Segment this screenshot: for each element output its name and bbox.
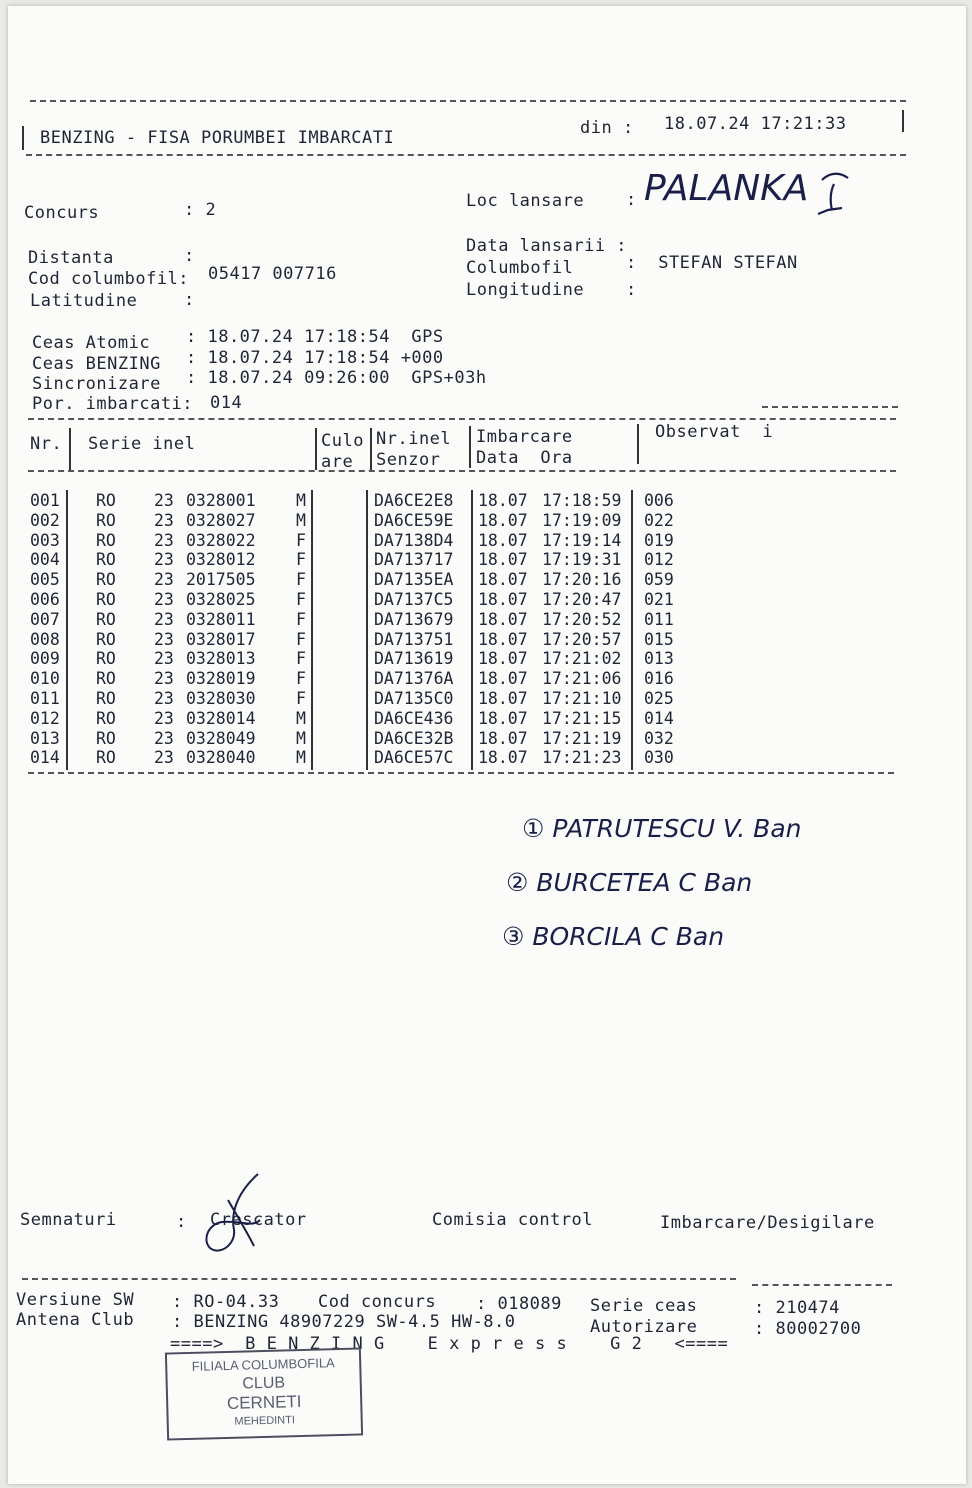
row-year: 23 [154, 708, 174, 728]
row-sensor: DA713751 [374, 629, 454, 649]
columbofil-label: Columbofil [466, 258, 574, 278]
row-time: 17:20:47 [542, 590, 622, 609]
concurs-label: Concurs [24, 203, 100, 223]
row-nr: 001 [30, 491, 60, 510]
row-ring-number: 0328030 [186, 689, 256, 708]
stamp-line-2: CLUB [242, 1374, 286, 1393]
row-time: 17:21:15 [542, 708, 622, 728]
row-year: 23 [154, 530, 174, 550]
cod-columbofil-label: Cod columbofil: [28, 269, 190, 289]
col-header-senzor: Senzor [376, 450, 441, 470]
row-sex: F [296, 629, 306, 649]
row-sex: M [296, 728, 306, 748]
data-lansarii-label: Data lansarii : [466, 236, 628, 256]
columbofil-value: : STEFAN STEFAN [626, 253, 798, 273]
row-date: 18.07 [478, 689, 528, 708]
loc-lansare-handwritten: PALANKA [644, 168, 809, 209]
imbarcare-desigilare-label: Imbarcare/Desigilare [660, 1213, 875, 1233]
row-ring-number: 0328019 [186, 669, 256, 689]
row-observation: 059 [644, 570, 674, 590]
row-sex: F [296, 649, 306, 669]
col-header-culoare-2: are [321, 452, 354, 472]
column-separator [631, 490, 633, 770]
print-datetime: 18.07.24 17:21:33 [664, 114, 847, 134]
row-nr: 005 [30, 570, 60, 590]
row-ring-number: 0328013 [186, 649, 256, 669]
row-ring-number: 0328017 [186, 629, 256, 649]
column-separator [471, 490, 473, 770]
row-nr: 006 [30, 590, 60, 609]
row-time: 17:21:06 [542, 669, 622, 689]
distanta-label: Distanta [28, 248, 114, 268]
row-country: RO [96, 669, 116, 689]
distanta-value: : [184, 246, 195, 266]
row-ring-number: 0328014 [186, 708, 256, 728]
sincronizare-label: Sincronizare [32, 374, 161, 394]
column-separator [366, 490, 368, 770]
row-ring-number: 0328049 [186, 728, 256, 748]
latitudine-value: : [184, 290, 195, 310]
row-date: 18.07 [478, 708, 528, 728]
stamp-line-1: FILIALA COLUMBOFILA [191, 1355, 335, 1374]
row-sensor: DA6CE2E8 [374, 491, 454, 510]
row-time: 17:20:57 [542, 629, 622, 649]
row-sensor: DA7135EA [374, 570, 454, 590]
row-year: 23 [154, 609, 174, 629]
antena-club-value: : BENZING 48907229 SW-4.5 HW-8.0 [172, 1312, 516, 1332]
row-sensor: DA7135C0 [374, 689, 454, 708]
row-ring-number: 2017505 [186, 570, 256, 590]
row-time: 17:21:19 [542, 728, 622, 748]
serie-ceas-value: : 210474 [754, 1298, 840, 1318]
row-time: 17:21:02 [542, 649, 622, 669]
col-header-nr-inel: Nr.inel [376, 429, 452, 449]
row-sensor: DA713717 [374, 550, 454, 570]
row-nr: 014 [30, 748, 60, 768]
row-nr: 013 [30, 728, 60, 748]
row-ring-number: 0328011 [186, 609, 256, 629]
row-sex: F [296, 570, 306, 590]
versiune-sw-label: Versiune SW [16, 1290, 135, 1310]
row-date: 18.07 [478, 629, 528, 649]
sincronizare-value: : 18.07.24 09:26:00 GPS+03h [186, 368, 487, 388]
row-observation: 012 [644, 550, 674, 570]
row-country: RO [96, 748, 116, 768]
loc-lansare-label: Loc lansare [466, 191, 585, 211]
col-header-culoare-1: Culo [321, 431, 364, 451]
row-sensor: DA6CE32B [374, 728, 454, 748]
row-year: 23 [154, 649, 174, 669]
row-date: 18.07 [478, 728, 528, 748]
row-sex: F [296, 590, 306, 609]
semnaturi-colon: : [176, 1212, 187, 1232]
row-year: 23 [154, 570, 174, 590]
row-sex: M [296, 748, 306, 768]
row-ring-number: 0328027 [186, 510, 256, 530]
column-separator [311, 490, 313, 770]
autorizare-label: Autorizare [590, 1317, 698, 1337]
row-nr: 004 [30, 550, 60, 570]
row-time: 17:18:59 [542, 491, 622, 510]
ceas-atomic-value: : 18.07.24 17:18:54 GPS [186, 327, 444, 347]
ceas-benzing-value: : 18.07.24 17:18:54 +000 [186, 348, 444, 368]
row-sensor: DA7137C5 [374, 590, 454, 609]
loc-lansare-colon: : [626, 190, 637, 210]
row-sensor: DA71376A [374, 669, 454, 689]
row-sex: F [296, 689, 306, 708]
row-sensor: DA7138D4 [374, 530, 454, 550]
club-stamp [165, 1347, 363, 1440]
row-time: 17:19:14 [542, 530, 622, 550]
serie-ceas-label: Serie ceas [590, 1296, 698, 1316]
ceas-atomic-label: Ceas Atomic [32, 333, 151, 353]
row-sex: F [296, 530, 306, 550]
row-observation: 006 [644, 491, 674, 510]
row-date: 18.07 [478, 748, 528, 768]
row-year: 23 [154, 550, 174, 570]
row-country: RO [96, 649, 116, 669]
antena-club-label: Antena Club [16, 1310, 135, 1330]
porumbei-imbarcati-value: 014 [210, 393, 243, 413]
autorizare-value: : 80002700 [754, 1319, 862, 1339]
row-sensor: DA713679 [374, 609, 454, 629]
row-year: 23 [154, 728, 174, 748]
row-time: 17:20:52 [542, 609, 622, 629]
row-date: 18.07 [478, 530, 528, 550]
row-observation: 022 [644, 510, 674, 530]
row-sex: F [296, 609, 306, 629]
row-nr: 008 [30, 629, 60, 649]
longitudine-value: : [626, 280, 637, 300]
handwritten-note-3: ③ BORCILA C Ban [502, 922, 725, 951]
concurs-value: : 2 [184, 200, 217, 220]
row-observation: 032 [644, 728, 674, 748]
row-observation: 025 [644, 689, 674, 708]
col-header-observatii: Observat i [655, 422, 774, 442]
longitudine-label: Longitudine [466, 280, 585, 300]
row-sex: M [296, 708, 306, 728]
column-separator [66, 490, 68, 770]
row-date: 18.07 [478, 669, 528, 689]
row-time: 17:19:09 [542, 510, 622, 530]
row-country: RO [96, 609, 116, 629]
handwritten-note-2: ② BURCETEA C Ban [506, 868, 753, 897]
row-sensor: DA6CE436 [374, 708, 454, 728]
handwritten-mark-icon [808, 166, 858, 220]
comisia-control-label: Comisia control [432, 1210, 594, 1230]
row-country: RO [96, 491, 116, 510]
row-date: 18.07 [478, 510, 528, 530]
row-country: RO [96, 570, 116, 590]
row-country: RO [96, 530, 116, 550]
row-year: 23 [154, 590, 174, 609]
row-country: RO [96, 550, 116, 570]
row-country: RO [96, 708, 116, 728]
row-ring-number: 0328012 [186, 550, 256, 570]
row-date: 18.07 [478, 649, 528, 669]
latitudine-label: Latitudine [30, 291, 138, 311]
col-header-imbarcare: Imbarcare [476, 427, 573, 447]
din-label: din : [580, 118, 634, 138]
row-nr: 002 [30, 510, 60, 530]
row-year: 23 [154, 669, 174, 689]
row-nr: 007 [30, 609, 60, 629]
row-country: RO [96, 689, 116, 708]
semnaturi-label: Semnaturi [20, 1210, 117, 1230]
row-ring-number: 0328022 [186, 530, 256, 550]
col-header-nr: Nr. [30, 434, 63, 454]
row-country: RO [96, 510, 116, 530]
row-year: 23 [154, 491, 174, 510]
row-date: 18.07 [478, 550, 528, 570]
row-year: 23 [154, 510, 174, 530]
cod-concurs-value: : 018089 [476, 1294, 562, 1314]
row-nr: 009 [30, 649, 60, 669]
stamp-line-3: CERNETI [226, 1392, 302, 1413]
cod-columbofil-value: 05417 007716 [208, 264, 337, 284]
document-title: BENZING - FISA PORUMBEI IMBARCATI [40, 128, 395, 148]
row-observation: 013 [644, 649, 674, 669]
col-header-data-ora: Data Ora [476, 448, 573, 468]
row-ring-number: 0328025 [186, 590, 256, 609]
row-observation: 030 [644, 748, 674, 768]
row-time: 17:19:31 [542, 550, 622, 570]
row-country: RO [96, 590, 116, 609]
row-sensor: DA6CE59E [374, 510, 454, 530]
row-observation: 019 [644, 530, 674, 550]
row-nr: 010 [30, 669, 60, 689]
row-sensor: DA6CE57C [374, 748, 454, 768]
row-date: 18.07 [478, 570, 528, 590]
cod-concurs-label: Cod concurs [318, 1292, 437, 1312]
row-ring-number: 0328001 [186, 491, 256, 510]
row-time: 17:21:10 [542, 689, 622, 708]
row-sex: M [296, 491, 306, 510]
versiune-sw-value: : RO-04.33 [172, 1292, 280, 1312]
row-sex: F [296, 550, 306, 570]
row-observation: 011 [644, 609, 674, 629]
row-nr: 003 [30, 530, 60, 550]
row-year: 23 [154, 629, 174, 649]
row-observation: 015 [644, 629, 674, 649]
row-nr: 011 [30, 689, 60, 708]
ceas-benzing-label: Ceas BENZING [32, 354, 161, 374]
row-time: 17:21:23 [542, 748, 622, 768]
row-year: 23 [154, 748, 174, 768]
row-country: RO [96, 728, 116, 748]
row-nr: 012 [30, 708, 60, 728]
benzing-express-line: ====> B E N Z I N G E x p r e s s G 2 <==== [170, 1334, 729, 1354]
porumbei-imbarcati-label: Por. imbarcati: [32, 394, 194, 414]
row-date: 18.07 [478, 590, 528, 609]
row-observation: 016 [644, 669, 674, 689]
stamp-line-4: MEHEDINTI [234, 1414, 296, 1428]
crescator-label: Crescator [210, 1210, 307, 1230]
row-date: 18.07 [478, 609, 528, 629]
row-sex: M [296, 510, 306, 530]
row-ring-number: 0328040 [186, 748, 256, 768]
row-sensor: DA713619 [374, 649, 454, 669]
row-country: RO [96, 629, 116, 649]
crescator-signature-icon [200, 1170, 270, 1262]
row-observation: 014 [644, 708, 674, 728]
row-time: 17:20:16 [542, 570, 622, 590]
row-sex: F [296, 669, 306, 689]
row-date: 18.07 [478, 491, 528, 510]
row-year: 23 [154, 689, 174, 708]
col-header-serie-inel: Serie inel [88, 434, 196, 454]
handwritten-note-1: ① PATRUTESCU V. Ban [522, 814, 802, 843]
row-observation: 021 [644, 590, 674, 609]
